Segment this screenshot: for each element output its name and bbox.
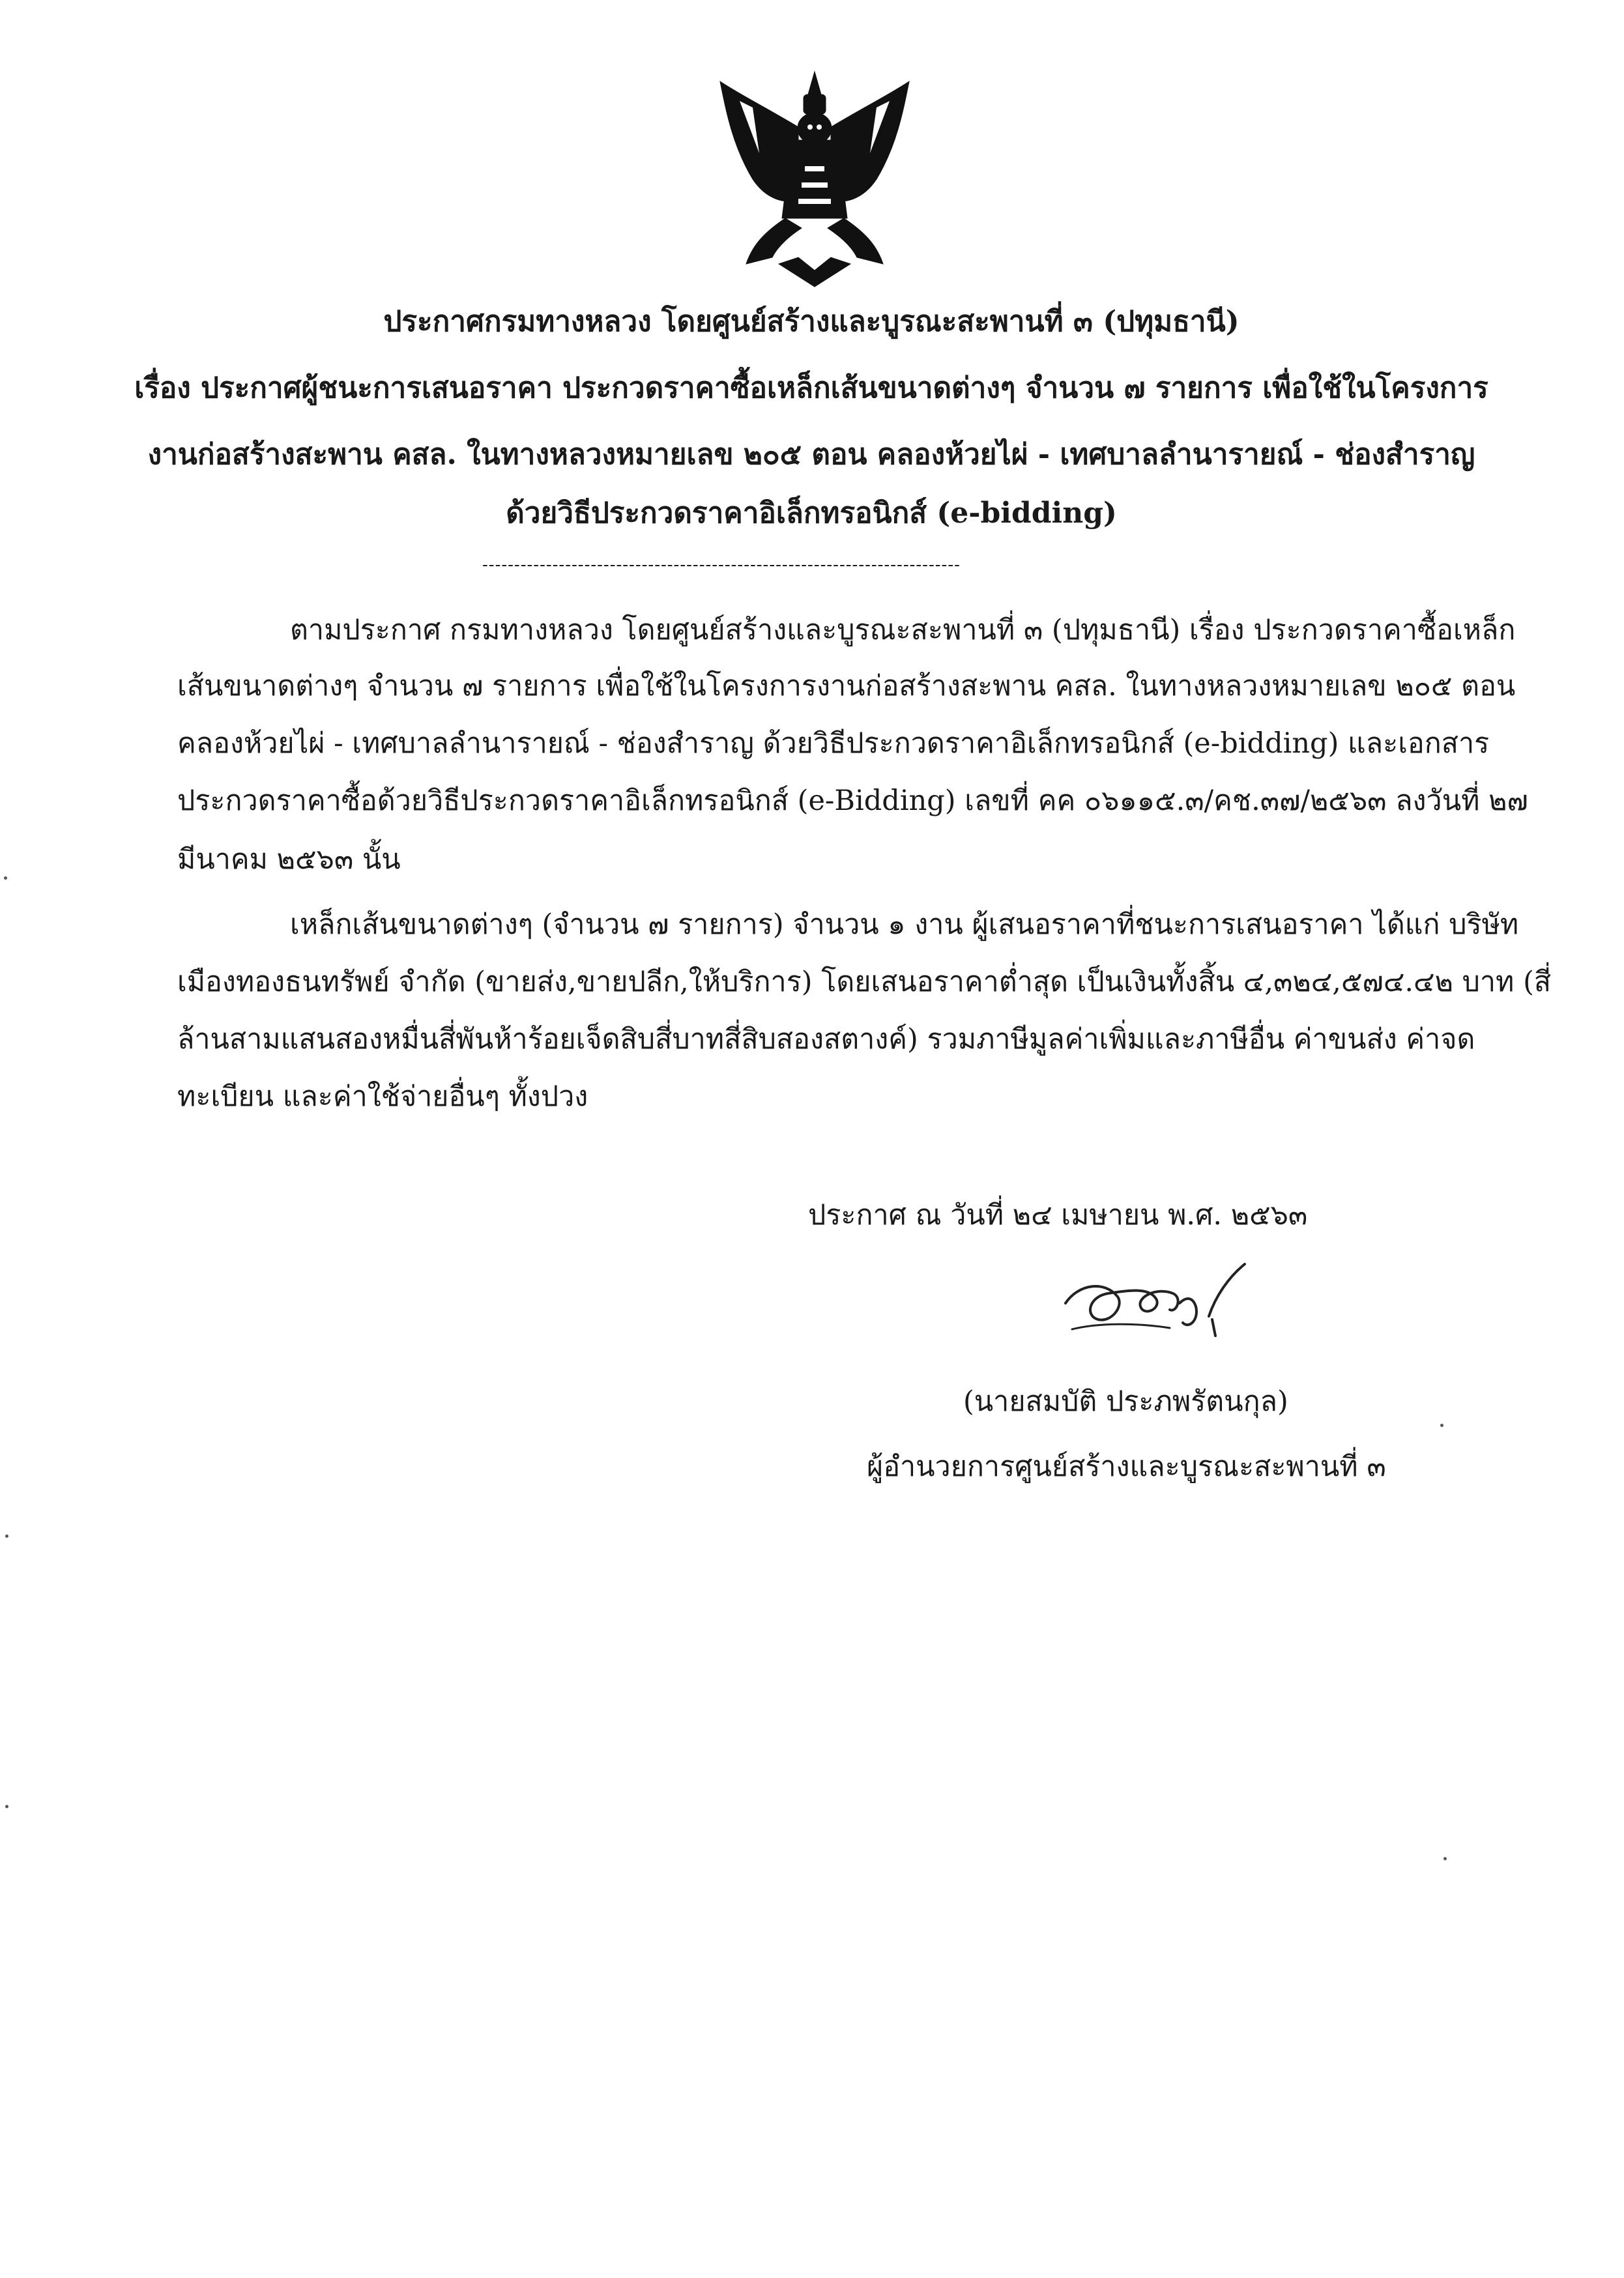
scan-speck xyxy=(1443,1857,1447,1860)
garuda-emblem-icon xyxy=(701,68,929,290)
paragraph-1-line-3: คลองห้วยไผ่ - เทศบาลลำนารายณ์ - ช่องสำราญ ด้วยวิธีประกวดราคาอิเล็กทรอนิกส์ (e-bidding) และเอกสาร xyxy=(177,727,1490,760)
announce-date: ประกาศ ณ วันที่ ๒๔ เมษายน พ.ศ. ๒๕๖๓ xyxy=(808,1199,1308,1232)
header-line-4: ด้วยวิธีประกวดราคาอิเล็กทรอนิกส์ (e-bidding) xyxy=(506,497,1117,530)
scan-speck xyxy=(1440,1424,1443,1427)
paragraph-1-line-4: ประกวดราคาซื้อด้วยวิธีประกวดราคาอิเล็กทรอนิกส์ (e-Bidding) เลขที่ คค ๐๖๑๑๕.๓/คช.๓๗/๒๕๖๓ ลงวันที่ ๒๗ xyxy=(177,785,1528,817)
scan-speck xyxy=(5,1535,8,1538)
paragraph-2-line-1: เหล็กเส้นขนาดต่างๆ (จำนวน ๗ รายการ) จำนวน ๑ งาน ผู้เสนอราคาที่ชนะการเสนอราคา ได้แก่ บริษัท xyxy=(290,908,1519,941)
header-line-1: ประกาศกรมทางหลวง โดยศูนย์สร้างและบูรณะสะพานที่ ๓ (ปทุมธานี) xyxy=(383,305,1240,338)
paragraph-2-line-3: ล้านสามแสนสองหมื่นสี่พันห้าร้อยเจ็ดสิบสี่บาทสี่สิบสองสตางค์) รวมภาษีมูลค่าเพิ่มและภาษีอื่น ค่าขนส่ง ค่าจด xyxy=(177,1023,1475,1056)
divider-line: --------------------------------------------------------------------------- xyxy=(482,555,961,575)
paragraph-1-line-5: มีนาคม ๒๕๖๓ นั้น xyxy=(177,843,401,876)
header-line-2: เรื่อง ประกาศผู้ชนะการเสนอราคา ประกวดราคาซื้อเหล็กเส้นขนาดต่างๆ จำนวน ๗ รายการ เพื่อใช้ในโครงการ xyxy=(134,371,1488,405)
signer-name: (นายสมบัติ ประภพรัตนกุล) xyxy=(963,1385,1288,1418)
scan-speck xyxy=(5,1805,8,1808)
paragraph-2-line-2: เมืองทองธนทรัพย์ จำกัด (ขายส่ง,ขายปลีก,ให้บริการ) โดยเสนอราคาต่ำสุด เป็นเงินทั้งสิ้น ๔,๓๒๔,๕๗๔.๔๒ บาท (สี่ xyxy=(177,966,1552,998)
paragraph-1-line-2: เส้นขนาดต่างๆ จำนวน ๗ รายการ เพื่อใช้ในโครงการงานก่อสร้างสะพาน คสล. ในทางหลวงหมายเลข ๒๐๕ ตอน xyxy=(177,670,1516,702)
signer-title: ผู้อำนวยการศูนย์สร้างและบูรณะสะพานที่ ๓ xyxy=(867,1450,1386,1483)
handwritten-signature xyxy=(1059,1258,1254,1355)
header-line-3: งานก่อสร้างสะพาน คสล. ในทางหลวงหมายเลข ๒๐๕ ตอน คลองห้วยไผ่ - เทศบาลลำนารายณ์ - ช่องสำราญ xyxy=(147,438,1475,471)
paragraph-2-line-4: ทะเบียน และค่าใช้จ่ายอื่นๆ ทั้งปวง xyxy=(177,1080,588,1113)
paragraph-1-line-1: ตามประกาศ กรมทางหลวง โดยศูนย์สร้างและบูรณะสะพานที่ ๓ (ปทุมธานี) เรื่อง ประกวดราคาซื้อเหล็ก xyxy=(290,614,1516,646)
scan-speck xyxy=(4,876,7,880)
